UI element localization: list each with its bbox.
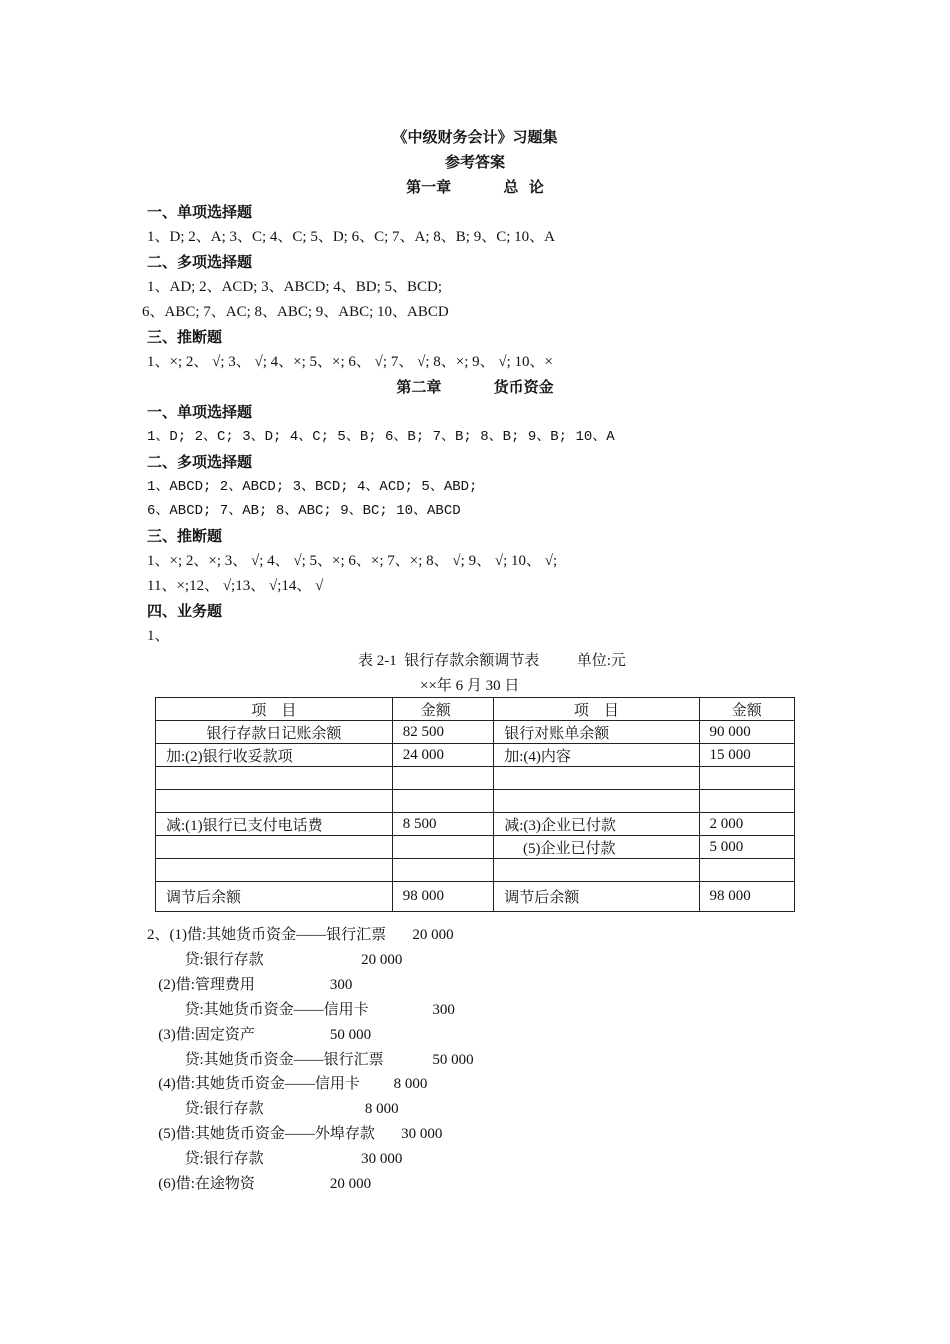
ch1-judgment-heading: 三、推断题 [147,328,223,346]
table-cell: 银行对账单余额 [494,721,699,744]
table-date: ××年 6 月 30 日 [420,678,520,694]
document-title: 《中级财务会计》习题集 [392,128,558,146]
table-row [156,836,795,859]
ch2-single-choice-heading: 一、单项选择题 [147,403,253,421]
ch2-single-choice-answers: 1、D; 2、C; 3、D; 4、C; 5、B; 6、B; 7、B; 8、B; 9、B; 10、A [147,429,615,445]
table-cell [156,859,393,882]
table-cell [156,767,393,790]
ch1-multi-choice-heading: 二、多项选择题 [147,253,253,271]
table-cell: 银行存款日记账余额 [156,721,393,744]
header-amount-left: 金额 [392,698,494,721]
table-cell: 减:(1)银行已支付电话费 [156,813,393,836]
chapter-1-heading: 第一章 总 论 [406,178,544,196]
journal-line: 贷:银行存款 20 000 [147,952,403,968]
journal-line: 贷:银行存款 30 000 [147,1151,403,1167]
ch1-judgment-answers: 1、×; 2、 √; 3、 √; 4、×; 5、×; 6、 √; 7、 √; 8、×; 9、 √; 10、× [147,354,553,370]
journal-line: 贷:其她货币资金——信用卡 300 [147,1002,455,1018]
table-cell [392,836,494,859]
table-cell [392,767,494,790]
table-cell: 98 000 [699,882,795,912]
table-row [156,744,795,767]
document-subtitle: 参考答案 [444,153,505,171]
bank-reconciliation-table [155,697,795,912]
table-cell [494,790,699,813]
ch2-multi-choice-answers-2: 6、ABCD; 7、AB; 8、ABC; 9、BC; 10、ABCD [147,503,461,519]
table-cell: 82 500 [392,721,494,744]
table-cell: 90 000 [699,721,795,744]
table-cell: 15 000 [699,744,795,767]
ch1-multi-choice-answers-1: 1、AD; 2、ACD; 3、ABCD; 4、BD; 5、BCD; [147,279,443,295]
header-item-right: 项 目 [494,698,699,721]
table-cell: 2 000 [699,813,795,836]
journal-line: (6)借:在途物资 20 000 [147,1176,372,1192]
journal-line: (5)借:其她货币资金——外埠存款 30 000 [147,1126,443,1142]
journal-line: (4)借:其她货币资金——信用卡 8 000 [147,1076,428,1092]
table-cell: (5)企业已付款 [494,836,699,859]
table-cell: 8 500 [392,813,494,836]
table-row [156,767,795,790]
table-cell: 加:(2)银行收妥款项 [156,744,393,767]
header-amount-right: 金额 [699,698,795,721]
ch2-judgment-answers-2: 11、×;12、 √;13、 √;14、 √ [147,578,324,594]
table-row [156,859,795,882]
journal-line: 2、(1)借:其她货币资金——银行汇票 20 000 [147,927,454,943]
chapter-2-heading: 第二章 货币资金 [396,378,554,396]
ch2-business-heading: 四、业务题 [147,602,223,620]
journal-line: 贷:其她货币资金——银行汇票 50 000 [147,1052,474,1068]
table-cell: 加:(4)内容 [494,744,699,767]
table-cell [699,767,795,790]
table-row [156,813,795,836]
table-cell: 调节后余额 [494,882,699,912]
journal-line: (3)借:固定资产 50 000 [147,1027,372,1043]
journal-line: 贷:银行存款 8 000 [147,1101,399,1117]
table-row [156,882,795,912]
table-cell [699,790,795,813]
table-cell: 24 000 [392,744,494,767]
ch2-judgment-answers-1: 1、×; 2、×; 3、 √; 4、 √; 5、×; 6、×; 7、×; 8、 √; 9、 √; 10、 √; [147,553,558,569]
question-1-label: 1、 [147,628,170,644]
table-cell [392,859,494,882]
table-cell: 98 000 [392,882,494,912]
table-cell: 调节后余额 [156,882,393,912]
table-cell [156,836,393,859]
ch1-single-choice-heading: 一、单项选择题 [147,203,253,221]
table-cell: 减:(3)企业已付款 [494,813,699,836]
journal-line: (2)借:管理费用 300 [147,977,353,993]
table-cell [392,790,494,813]
ch2-multi-choice-answers-1: 1、ABCD; 2、ABCD; 3、BCD; 4、ACD; 5、ABD; [147,479,478,495]
ch2-judgment-heading: 三、推断题 [147,527,223,545]
ch2-multi-choice-heading: 二、多项选择题 [147,453,253,471]
table-cell [494,859,699,882]
table-header-row [156,698,795,721]
ch1-single-choice-answers: 1、D; 2、A; 3、C; 4、C; 5、D; 6、C; 7、A; 8、B; 9、C; 10、A [147,229,555,245]
table-cell [156,790,393,813]
table-cell: 5 000 [699,836,795,859]
table-row [156,721,795,744]
table-cell [494,767,699,790]
table-caption: 表 2-1 银行存款余额调节表 单位:元 [358,653,626,669]
header-item-left: 项 目 [156,698,393,721]
ch1-multi-choice-answers-2: 6、ABC; 7、AC; 8、ABC; 9、ABC; 10、ABCD [142,304,449,320]
table-row [156,790,795,813]
table-cell [699,859,795,882]
